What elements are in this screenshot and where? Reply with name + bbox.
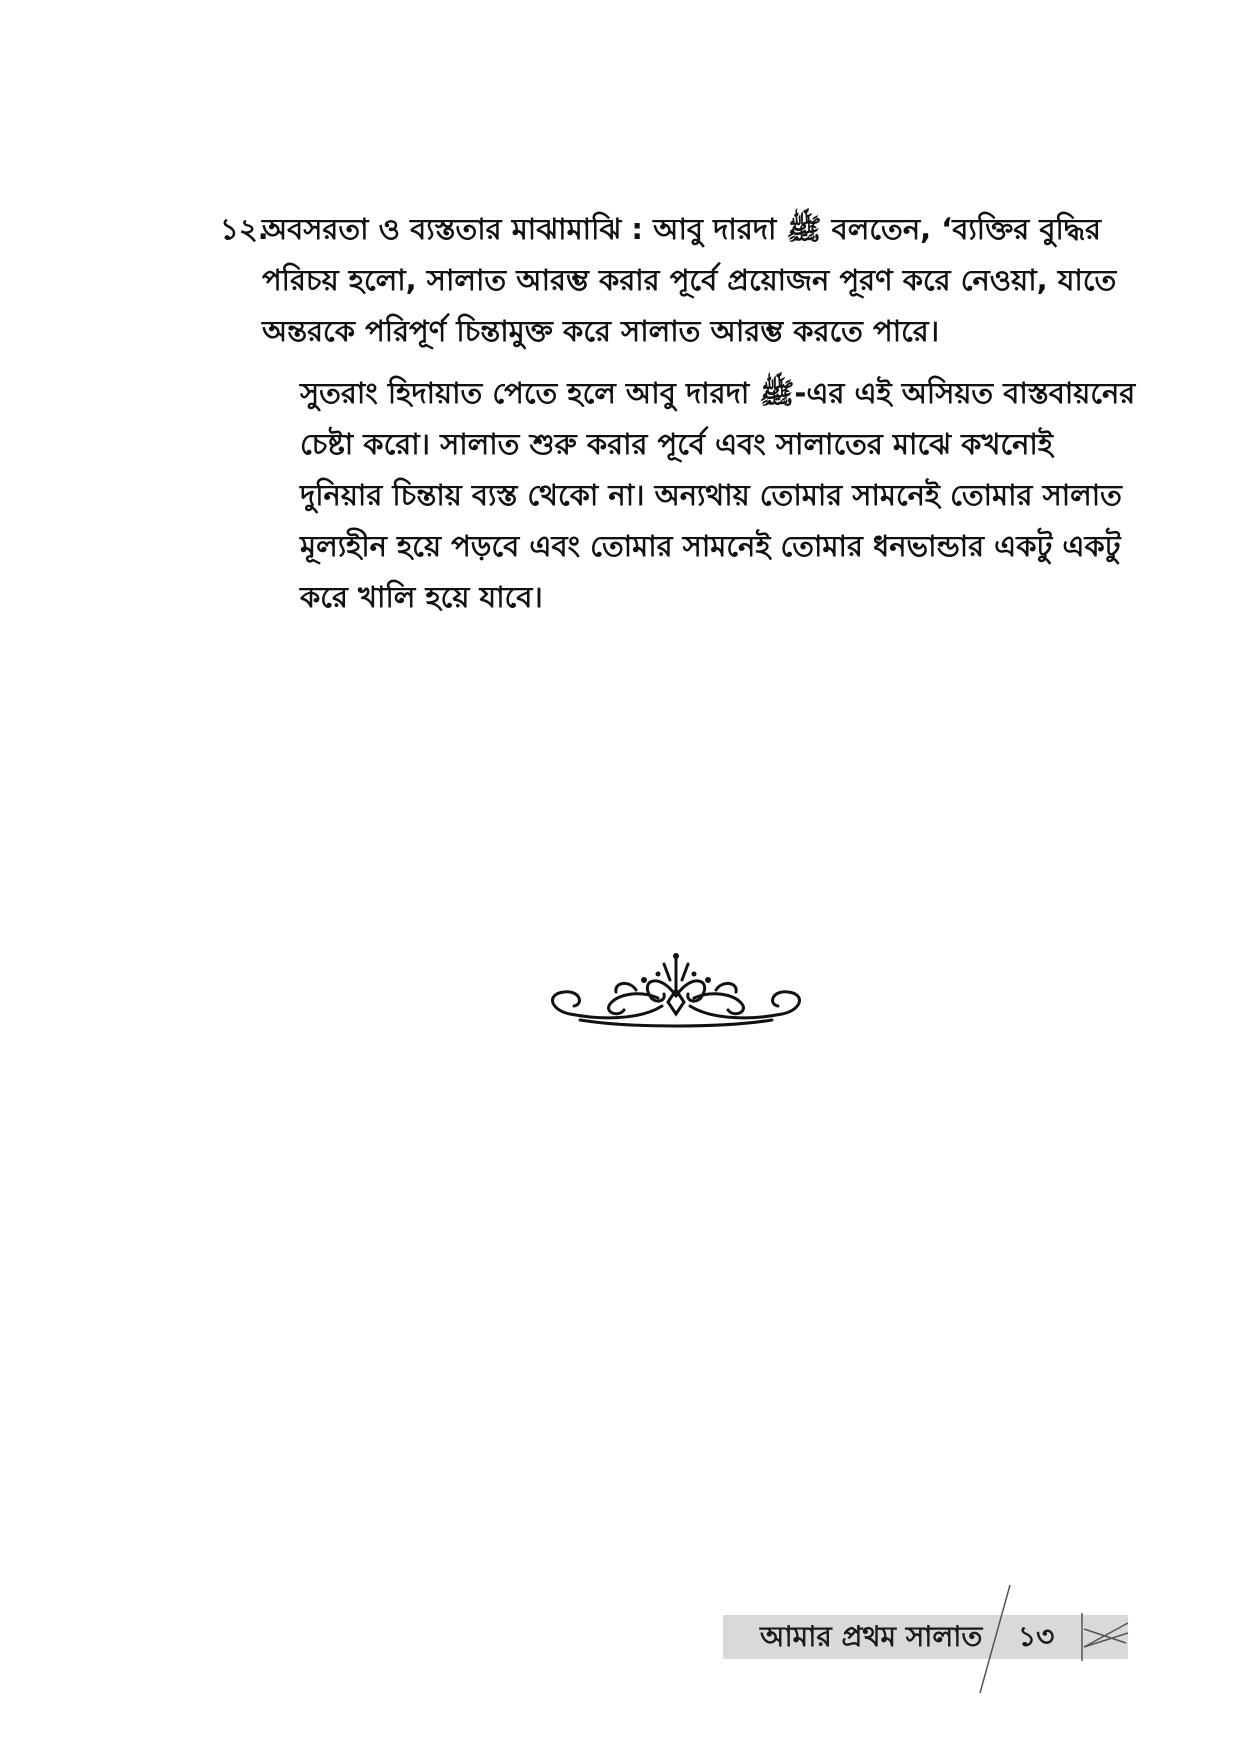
paragraph-1-line: অন্তরকে পরিপূর্ণ চিন্তামুক্ত করে সালাত আরম্ভ করতে পারে। [262,314,940,348]
book-title: আমার প্রথম সালাত [760,1620,983,1653]
paragraph-2-line: সুতরাং হিদায়াত পেতে হলে আবু দারদা ﷺ-এর এই অসিয়ত বাস্তবায়নের [300,376,1136,410]
paragraph-2-line: মূল্যহীন হয়ে পড়বে এবং তোমার সামনেই তোমার ধনভান্ডার একটু একটু [300,529,1121,563]
paragraph-number: ১২. [220,212,269,246]
paragraph-2-line: দুনিয়ার চিন্তায় ব্যস্ত থেকো না। অন্যথায় তোমার সামনেই তোমার সালাত [300,478,1122,512]
paragraph-2-line: করে খালি হয়ে যাবে। [300,580,543,614]
footer-slash-decoration [960,1585,1130,1695]
paragraph-2-line: চেষ্টা করো। সালাত শুরু করার পূর্বে এবং সালাতের মাঝে কখনোই [300,427,1053,461]
paragraph-1-line: পরিচয় হলো, সালাত আরম্ভ করার পূর্বে প্রয়োজন পূরণ করে নেওয়া, যাতে [262,263,1117,297]
paragraph-1 [220,204,1117,357]
flourish-divider-icon [540,950,812,1032]
paragraph-1-line: অবসরতা ও ব্যস্ততার মাঝামাঝি : আবু দারদা ﷺ বলতেন, ‘ব্যক্তির বুদ্ধির [262,212,1101,246]
page-number: ১৩ [1018,1620,1055,1653]
paragraph-2 [300,368,1136,623]
